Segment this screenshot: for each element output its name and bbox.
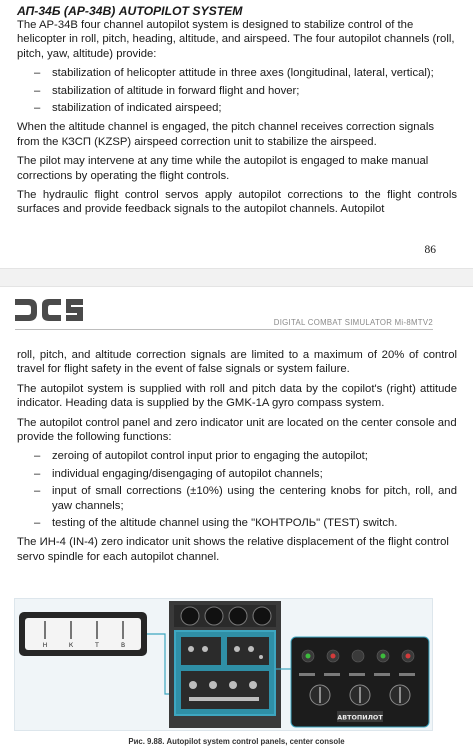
manual-page-86 bbox=[0, 0, 473, 268]
header-divider bbox=[15, 329, 433, 330]
page-87-text bbox=[17, 348, 457, 569]
dcs-logo bbox=[15, 297, 83, 328]
gauge-icon bbox=[253, 607, 271, 625]
list-item: – stabilization of indicated airspeed; bbox=[34, 102, 222, 115]
autopilot-panels-figure bbox=[14, 598, 433, 731]
red-lamp-icon bbox=[331, 654, 336, 659]
continuation-paragraph: roll, pitch, and altitude correction signals are limited to a maximum of 20% of control travel for flight safety in the event of false signals or system failure. bbox=[17, 349, 457, 376]
list-item: – stabilization of helicopter attitude in three axes (longitudinal, lateral, vertical); bbox=[34, 67, 434, 80]
figure-caption: Рис. 9.88. Autopilot system control panels, center console bbox=[128, 737, 345, 746]
functions-list bbox=[17, 449, 457, 530]
page-86-text bbox=[17, 4, 457, 222]
page-separator bbox=[0, 268, 473, 287]
supply-paragraph: The autopilot system is supplied with roll and pitch data by the copilot's (right) attitude indicator. Heading data is supplied by the GMK-1A gyro compass system. bbox=[17, 382, 457, 410]
console-panel bbox=[181, 671, 269, 709]
console-panel bbox=[181, 637, 221, 665]
list-item: – input of small corrections (±10%) using the centering knobs for pitch, roll, and yaw channels; bbox=[34, 485, 457, 512]
dcs-logo-icon bbox=[15, 297, 83, 323]
indicator-label-n: Н bbox=[42, 642, 48, 649]
page-number: 86 bbox=[424, 244, 436, 256]
indicator-label-t: Т bbox=[95, 642, 99, 649]
manual-page-87 bbox=[0, 287, 473, 750]
indicator-label-k: К bbox=[68, 642, 74, 649]
intro-paragraph: The AP-34B four channel autopilot system is designed to stabilize control of the helicopter in roll, pitch, heading, altitude, and airspeed. The four autopilot channels (roll, pitch, yaw, altitude) provide: bbox=[17, 19, 455, 60]
list-item: – testing of the altitude channel using the "КОНТРОЛЬ" (TEST) switch. bbox=[34, 517, 398, 530]
section-title: АП-34Б (AP-34B) AUTOPILOT SYSTEM bbox=[17, 4, 243, 18]
green-lamp-icon bbox=[381, 654, 386, 659]
list-item: – zeroing of autopilot control input prior to engaging the autopilot; bbox=[34, 450, 368, 463]
console-panel bbox=[227, 637, 269, 665]
green-lamp-icon bbox=[306, 654, 311, 659]
altitude-paragraph: When the altitude channel is engaged, the pitch channel receives correction signals from the КЗСП (KZSP) airspeed correction unit to stabilize the airspeed. bbox=[17, 121, 434, 148]
list-item: – individual engaging/disengaging of autopilot channels; bbox=[34, 467, 323, 480]
hydraulic-paragraph: The hydraulic flight control servos apply autopilot corrections to the flight controls surfaces and provide feedback signals to the autopilot channels. Autopilot bbox=[17, 189, 457, 216]
panel-paragraph: The autopilot control panel and zero indicator unit are located on the center console and provide the following functions: bbox=[17, 416, 457, 444]
gauge-icon bbox=[229, 607, 247, 625]
provides-list bbox=[17, 66, 457, 115]
red-lamp-icon bbox=[406, 654, 411, 659]
autopilot-panels-illustration bbox=[15, 599, 432, 730]
pilot-paragraph: The pilot may intervene at any time while the autopilot is engaged to make manual corrections by operating the flight controls. bbox=[17, 155, 429, 182]
gauge-icon bbox=[181, 607, 199, 625]
document-header: DIGITAL COMBAT SIMULATOR Mi-8MTV2 bbox=[273, 318, 433, 327]
gauge-icon bbox=[205, 607, 223, 625]
list-item: – stabilization of altitude in forward flight and hover; bbox=[34, 84, 300, 97]
in4-paragraph: The ИН-4 (IN-4) zero indicator unit shows the relative displacement of the flight control servo spindle for each autopilot channel. bbox=[17, 536, 449, 563]
indicator-label-v: В bbox=[120, 642, 126, 649]
panel-label: АВТОПИЛОТ bbox=[337, 713, 383, 722]
